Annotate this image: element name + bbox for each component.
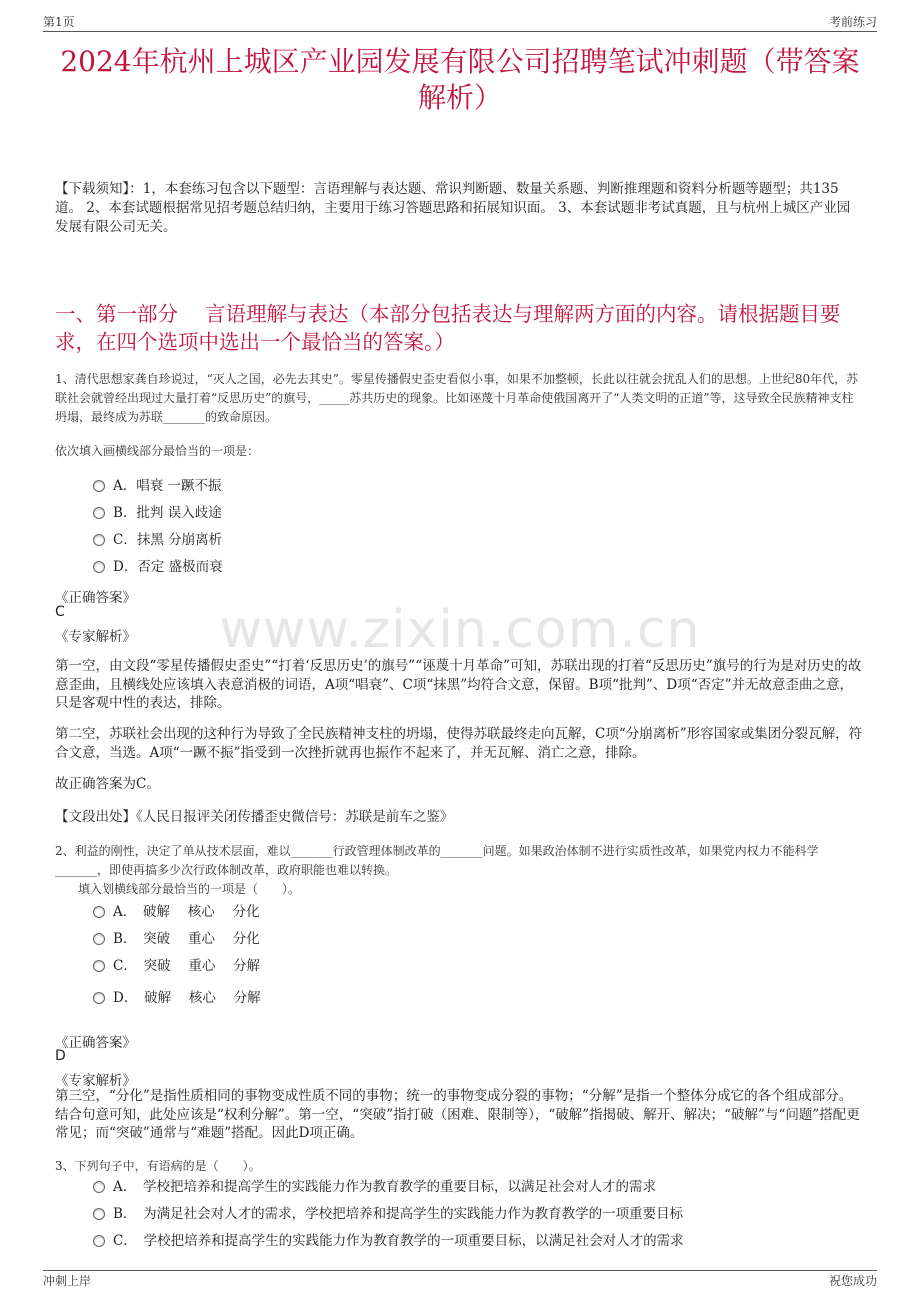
q1-option-c[interactable] [93,531,222,549]
option-label: C． 学校把培养和提高学生的实践能力作为教育教学的一项重要目标，以满足社会对人才的需求 [113,1233,684,1249]
q3-option-b[interactable] [93,1205,683,1223]
radio-icon[interactable] [93,507,105,519]
q2-analysis: 第三空，“分化”是指性质相同的事物变成性质不同的事物；统一的事物变成分裂的事物；“分解”是指一个整体分成它的各个组成部分。结合句意可知，此处应该是“权利分解”。第一空，“突破”指打破（困难、限制等），“破解”指揭破、解开、解决；“破解”与“问题”搭配更常见；而“突破”通常与“难题”搭配。因此D项正确。 [55,1088,860,1141]
q1-option-d[interactable] [93,558,223,576]
header-divider [43,31,877,32]
q2-option-c[interactable] [93,957,260,975]
radio-icon[interactable] [93,992,105,1004]
q3-option-a[interactable] [93,1178,656,1196]
q1-analysis-label: 《专家解析》 [55,629,136,645]
radio-icon[interactable] [93,534,105,546]
page-number: 第1页 [43,15,75,29]
radio-icon[interactable] [93,960,105,972]
option-label: B． 突破 重心 分化 [113,931,260,947]
q2-option-d[interactable] [93,989,261,1007]
footer-left: 冲刺上岸 [43,1274,92,1288]
q3-option-c[interactable] [93,1232,684,1250]
footer-right: 祝您成功 [828,1274,877,1288]
q1-source: 【文段出处】《人民日报评关闭传播歪史微信号：苏联是前车之鉴》 [55,809,454,825]
question-2-prompt: 填入划横线部分最恰当的一项是（ ）。 [78,882,301,896]
q2-option-a[interactable] [93,903,260,921]
q2-answer: D [55,1048,66,1064]
option-label: A．唱衰 一蹶不振 [113,478,222,494]
q1-option-a[interactable] [93,477,222,495]
option-label: D． 破解 核心 分解 [113,990,261,1006]
document-title: 2024年杭州上城区产业园发展有限公司招聘笔试冲刺题（带答案解析） [60,45,860,114]
option-label: B． 为满足社会对人才的需求，学校把培养和提高学生的实践能力作为教育教学的一项重要目标 [113,1206,684,1222]
q1-analysis-para-1: 第一空，由文段“零星传播假史歪史”“打着‘反思历史’的旗号”“诬蔑十月革命”可知，苏联出现的打着“反思历史”旗号的行为是对历史的故意歪曲，且横线处应该填入表意消极的词语，A项“唱衰”、C项“抹黑”均符合文意，保留。B项“批判”、D项“否定”并无故意歪曲之意，只是客观中性的表达，排除。 [55,658,862,711]
q2-answer-label: 《正确答案》 [55,1035,136,1051]
option-label: A． 破解 核心 分化 [113,904,260,920]
download-notice: 【下载须知】：1，本套练习包含以下题型：言语理解与表达题、常识判断题、数量关系题、判断推理题和资料分析题等题型；共135道。 2、本套试题根据常见招考题总结归纳，主要用于练习答题思路和拓展知识面。 3、本套试题非考试真题，且与杭州上城区产业园发展有限公司无关。 [55,181,851,235]
watermark: www.zixin.com.cn [219,600,701,660]
radio-icon[interactable] [93,1208,105,1220]
radio-icon[interactable] [93,1235,105,1247]
option-label: D．否定 盛极而衰 [113,559,223,575]
q1-analysis-conclusion: 故正确答案为C。 [55,776,160,792]
option-label: C． 突破 重心 分解 [113,958,261,974]
radio-icon[interactable] [93,561,105,573]
option-label: C．抹黑 分崩离析 [113,532,223,548]
q1-answer-label: 《正确答案》 [55,590,136,606]
question-3-text: 3、下列句子中，有语病的是（ ）。 [55,1159,261,1173]
radio-icon[interactable] [93,480,105,492]
q2-analysis-label: 《专家解析》 [55,1073,136,1089]
question-1-prompt: 依次填入画横线部分最恰当的一项是： [55,444,260,458]
q1-option-b[interactable] [93,504,222,522]
question-2-text: 2、利益的刚性，决定了单从技术层面，难以_______行政管理体制改革的_______问题。如果政治体制不进行实质性改革，如果党内权力不能科学_______，即使再搞多少次行政体制改革，政府职能也难以转换。 [55,844,819,877]
q1-analysis-para-2: 第二空，苏联社会出现的这种行为导致了全民族精神支柱的坍塌，使得苏联最终走向瓦解，C项“分崩离析”形容国家或集团分裂瓦解，符合文意，当选。A项“一蹶不振”指受到一次挫折就再也振作不起来了，并无瓦解、消亡之意，排除。 [55,726,863,761]
page-header [43,13,877,33]
q1-answer: C [55,604,65,620]
radio-icon[interactable] [93,1181,105,1193]
q2-option-b[interactable] [93,930,260,948]
header-label: 考前练习 [828,15,877,29]
section-heading: 一、第一部分 言语理解与表达（本部分包括表达与理解两方面的内容。请根据题目要求，在四个选项中选出一个最恰当的答案。） [55,302,841,354]
radio-icon[interactable] [93,906,105,918]
question-1-text: 1、清代思想家龚自珍说过，“灭人之国，必先去其史”。零星传播假史歪史看似小事，如果不加整顿，长此以往就会扰乱人们的思想。上世纪80年代，苏联社会就曾经出现过大量打着“反思历史”的旗号，_____苏共历史的现象。比如诬蔑十月革命使俄国离开了“人类文明的正道”等，这导致全民族精神支柱坍塌，最终成为苏联_______的致命原因。 [55,372,859,424]
footer-divider [43,1270,877,1271]
radio-icon[interactable] [93,933,105,945]
option-label: B．批判 误入歧途 [113,505,222,521]
option-label: A． 学校把培养和提高学生的实践能力作为教育教学的重要目标，以满足社会对人才的需求 [113,1179,656,1195]
